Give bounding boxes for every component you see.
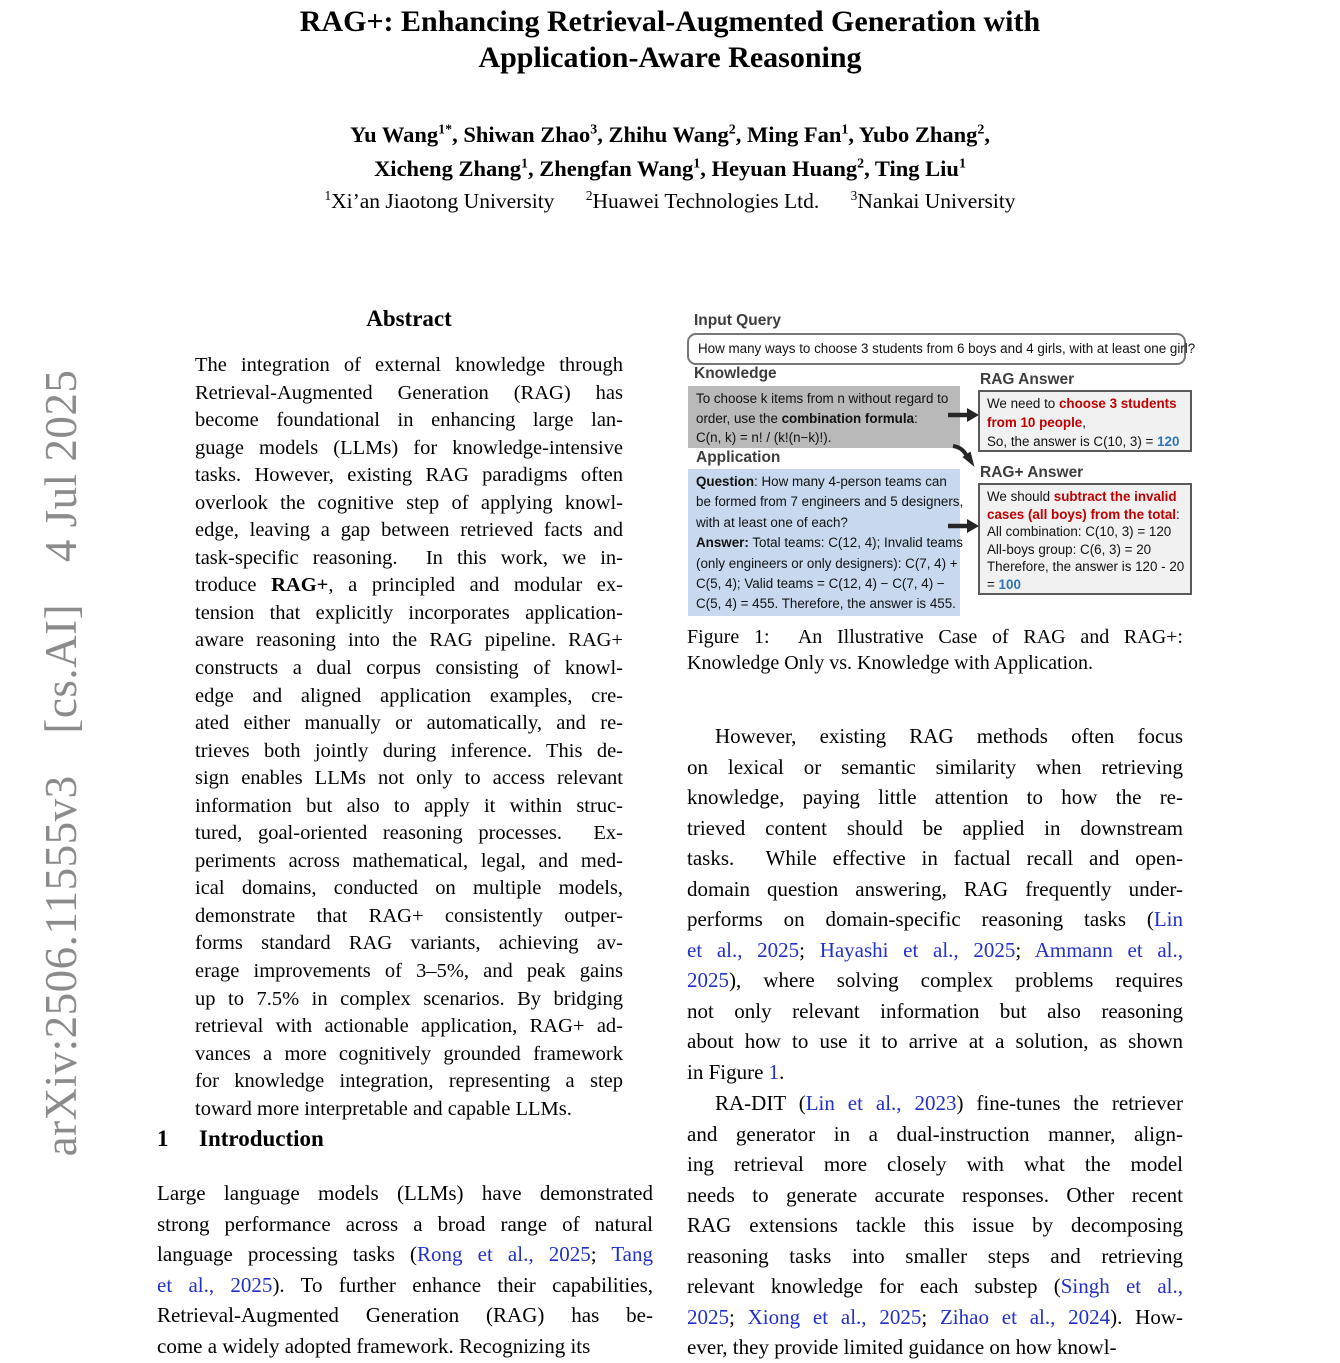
right-column [687,0,1196,1360]
text-line: All-boys group: C(6, 3) = 20 [987,541,1152,557]
text-line: language processing tasks (Rong et al., 2025; Tang [157,1242,653,1267]
text-line: sign enables LLMs not only to access relevant [195,767,623,790]
text-line: Knowledge Only vs. Knowledge with Application. [687,652,1094,675]
citation-link[interactable]: Xiong et al., 2025 [747,1304,922,1329]
text-line: Figure 1: An Illustrative Case of RAG and RAG+: [687,626,1183,648]
application-box [688,469,964,616]
text-line: However, existing RAG methods often focus [715,724,1183,748]
text-line: troduce RAG+, a principled and modular ex- [195,574,623,597]
application-label: Application [696,449,781,466]
ragplus-answer-label: RAG+ Answer [980,464,1084,481]
text-line: for knowledge integration, representing a step [195,1070,623,1093]
arxiv-stamp [35,370,87,1157]
text-line: tasks. While effective in factual recall and open- [687,846,1183,871]
text-line: order, use the combination formula: [696,410,918,426]
text-line: trieved content should be applied in downstream [687,815,1183,840]
abstract-body [195,352,623,1123]
rag-answer-label: RAG Answer [980,371,1075,388]
arrow-right-icon [948,518,980,534]
body-paragraph-2 [687,1088,1183,1363]
text-line: RA-DIT (Lin et al., 2023) fine-tunes the retriever [715,1091,1183,1115]
rag-answer-box [978,390,1192,452]
text-line: not only relevant information but also reasoning [687,998,1183,1023]
text-line: Question: How many 4-person teams can [696,474,947,489]
text-line: aware reasoning into the RAG pipeline. RAG+ [195,629,623,652]
text-line: RAG extensions tackle this issue by decomposing [687,1213,1183,1238]
arxiv-id: arXiv:2506.11555v3 [36,775,86,1157]
text-line: with at least one of each? [696,514,848,530]
text-line: We should subtract the invalid [987,489,1177,504]
affiliation-1: $^1$Xi’an Jiaotong University [324,187,555,213]
knowledge-label: Knowledge [694,365,777,382]
text-line: C(5, 4) = 455. Therefore, the answer is 455. [696,596,956,612]
text-line: trieves both jointly during inference. This de- [195,739,623,762]
arxiv-category: [cs.AI] [36,603,86,734]
text-line: knowledge, paying little attention to how the re- [687,785,1183,810]
text-line: et al., 2025). To further enhance their capabilities, [157,1272,653,1297]
text-line: Answer: Total teams: C(12, 4); Invalid teams [696,535,963,551]
text-line: To choose k items from n without regard to [696,391,949,406]
text-line: from 10 people, [987,415,1086,430]
citation-link[interactable]: 2025 [687,1304,729,1329]
text-line: edge, leaving a gap between retrieved facts and [195,519,623,542]
text-line: toward more interpretable and capable LLMs. [195,1097,572,1120]
text-line: about how to use it to arrive at a solution, as shown [687,1029,1183,1054]
text-line: periments across mathematical, legal, and med- [195,849,623,872]
text-line: We need to choose 3 students [987,396,1177,411]
authors-line-1: Yu Wang$^{1*}$, Shiwan Zhao$^3$, Zhihu Wang$^2$, Ming Fan$^1$, Yubo Zhang$^2$, [349,122,991,147]
paper-title-line-1: RAG+: Enhancing Retrieval-Augmented Generation with [299,5,1041,38]
citation-link[interactable]: Singh et al., [1060,1274,1183,1299]
input-query-box: How many ways to choose 3 students from 6 boys and 4 girls, with at least one girl? [687,333,1186,365]
citation-link[interactable]: Tang [611,1242,653,1267]
text-line: strong performance across a broad range of natural [157,1211,653,1236]
text-line: be formed from 7 engineers and 5 designers, [696,494,964,510]
intro-paragraph [157,1178,653,1361]
text-line: The integration of external knowledge through [195,354,623,376]
text-line: on lexical or semantic similarity when retrieving [687,754,1183,779]
affiliation-2: $^2$Huawei Technologies Ltd. [585,187,820,213]
text-line: ing retrieval more closely with what the model [687,1152,1183,1177]
knowledge-box [688,386,960,448]
body-paragraph-1 [687,721,1183,1088]
text-line: tension that explicitly incorporates application- [195,601,623,624]
citation-link[interactable]: Lin et al., 2023 [805,1091,957,1115]
text-line: come a widely adopted framework. Recognizing its [157,1333,591,1358]
text-line: task-specific reasoning. In this work, we in- [195,546,623,569]
text-line: relevant knowledge for each substep (Singh et al., [687,1274,1183,1299]
text-line: ated either manually or automatically, and re- [195,712,623,735]
text-line: et al., 2025; Hayashi et al., 2025; Ammann et al., [687,937,1184,962]
text-line: cases (all boys) from the total: [987,506,1180,522]
text-line: tasks. However, existing RAG paradigms often [195,464,623,487]
arxiv-date: 4 Jul 2025 [36,369,86,563]
text-line: (only engineers or only designers): C(7, 4) + [696,555,958,571]
text-line: demonstrate that RAG+ consistently outper- [195,904,623,927]
citation-link[interactable]: 2025 [687,968,729,993]
figure-1 [687,311,1196,618]
text-line: information but also to apply it within struc- [195,794,623,817]
text-line: up to 7.5% in complex scenarios. By bridging [195,987,623,1010]
citation-link[interactable]: et al., 2025 [157,1272,273,1297]
text-line: Retrieval-Augmented Generation (RAG) has [195,381,623,404]
text-line: erage improvements of 3–5%, and peak gains [195,960,623,983]
text-line: ever, they provide limited guidance on how knowl- [687,1335,1117,1360]
citation-link[interactable]: Rong et al., 2025 [417,1242,591,1267]
abstract-heading: Abstract [366,306,452,331]
authors-line-2: Xicheng Zhang$^1$, Zhengfan Wang$^1$, Heyuan Huang$^2$, Ting Liu$^1$ [374,156,966,181]
citation-link[interactable]: Hayashi et al., 2025 [819,937,1016,962]
text-line: constructs a dual corpus consisting of knowl- [195,657,623,680]
paper-title-line-2: Application-Aware Reasoning [478,41,862,74]
text-line: = 100 [987,576,1021,592]
section-title: Introduction [199,1126,324,1151]
section-number: 1 [157,1126,169,1151]
arrow-right-icon [948,407,980,423]
text-line: guage models (LLMs) for knowledge-intensive [195,436,623,459]
left-column [157,0,653,1358]
text-line: C(5, 4); Valid teams = C(12, 4) − C(7, 4) − [696,576,945,592]
arrow-curve-down-icon [951,444,977,470]
text-line: All combination: C(10, 3) = 120 [987,524,1172,540]
text-line: 2025), where solving complex problems requires [687,968,1183,993]
citation-link[interactable]: Ammann et al., [1034,937,1184,962]
text-line: needs to generate accurate responses. Other recent [687,1182,1183,1207]
text-line: Retrieval-Augmented Generation (RAG) has be- [157,1303,653,1328]
text-line: retrieval with actionable application, RAG+ ad- [195,1015,623,1038]
text-line: become foundational in enhancing large lan- [195,409,623,432]
text-line: So, the answer is C(10, 3) = 120 [987,434,1180,449]
citation-link[interactable]: Lin [1153,907,1183,932]
text-line: vances a more cognitively grounded framework [195,1042,623,1065]
citation-link[interactable]: et al., 2025 [687,937,800,962]
figure-1-caption [687,624,1183,677]
citation-link[interactable]: Zihao et al., 2024 [939,1304,1111,1329]
section-heading-introduction [157,1126,324,1152]
text-line: overlook the cognitive step of applying knowl- [195,491,623,514]
text-line: in Figure 1. [687,1060,785,1085]
text-line: tured, goal-oriented reasoning processes. Ex- [195,822,623,845]
text-line: 2025; Xiong et al., 2025; Zihao et al., 2024). How- [687,1304,1183,1329]
citation-link[interactable]: 1 [768,1060,780,1085]
affiliation-3: $^3$Nankai University [850,187,1016,213]
text-line: and generator in a dual-instruction manner, align- [687,1121,1183,1146]
text-line: Large language models (LLMs) have demonstrated [157,1181,653,1205]
text-line: C(n, k) = n! / (k!(n−k)!). [696,430,832,445]
input-query-label: Input Query [694,312,781,329]
text-line: edge and aligned application examples, cre- [195,684,623,707]
text-line: performs on domain-specific reasoning tasks (Lin [687,907,1183,932]
text-line: reasoning tasks into smaller steps and retrieving [687,1243,1183,1268]
text-line: Therefore, the answer is 120 - 20 [987,559,1185,575]
ragplus-answer-box [978,483,1192,595]
text-line: ical domains, conducted on multiple models, [195,877,623,900]
text-line: forms standard RAG variants, achieving av- [195,932,623,955]
text-line: domain question answering, RAG frequently under- [687,876,1183,901]
